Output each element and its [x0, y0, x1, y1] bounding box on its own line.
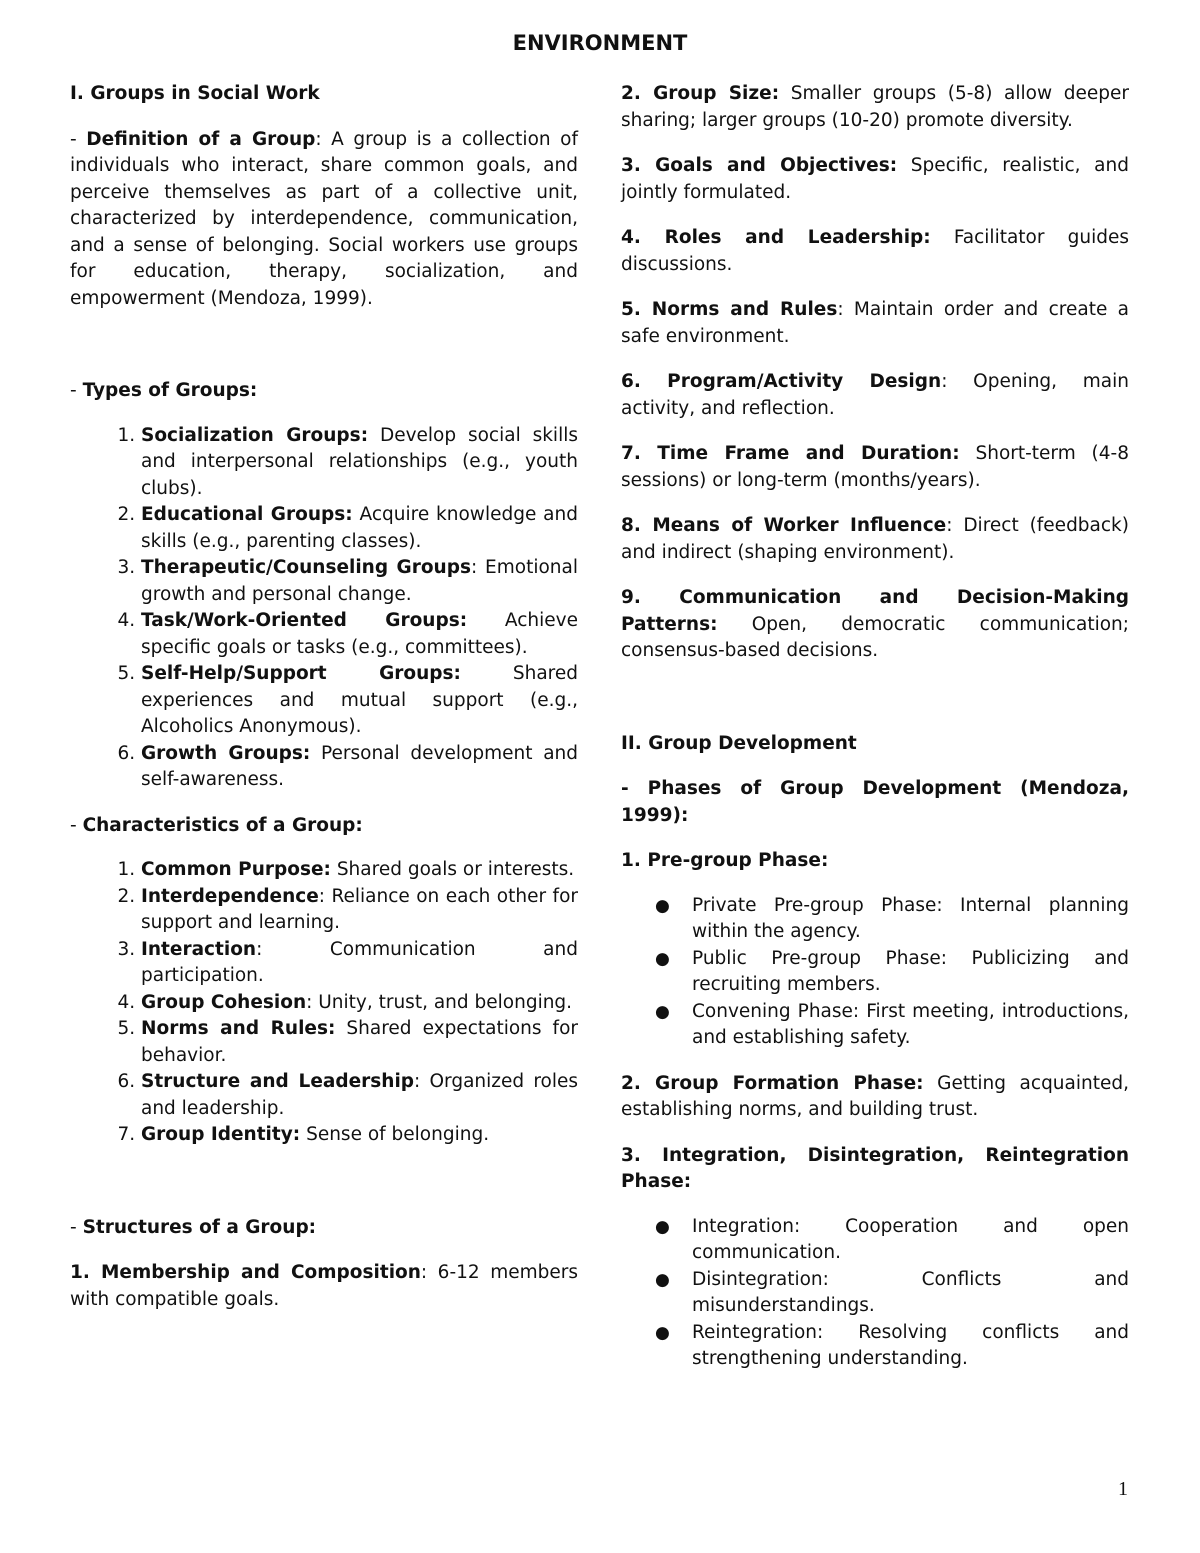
section2-heading: II. Group Development — [621, 732, 857, 754]
structure-item: 5. Norms and Rules: Maintain order and create a safe environment. — [621, 299, 1129, 347]
characteristics-list — [70, 857, 578, 1149]
list-item: 1. Socialization Groups: Develop social skills and interpersonal relationships (e.g., youth clubs). — [141, 423, 578, 503]
types-list — [70, 423, 578, 794]
structure-item: 3. Goals and Objectives: Specific, realistic, and jointly formulated. — [621, 155, 1129, 203]
structure-item: 6. Program/Activity Design: Opening, main activity, and reflection. — [621, 371, 1129, 419]
list-item: 3. Interaction: Communication and participation. — [141, 937, 578, 990]
structure-item: 9. Communication and Decision-Making Patterns: Open, democratic communication; consensus-based decisions. — [621, 587, 1129, 661]
list-item: 2. Interdependence: Reliance on each other for support and learning. — [141, 884, 578, 937]
document-title: ENVIRONMENT — [512, 31, 688, 55]
list-item: ● Reintegration: Resolving conflicts and strengthening understanding. — [692, 1320, 1129, 1373]
list-item: ● Private Pre-group Phase: Internal planning within the agency. — [692, 893, 1129, 946]
integration-heading: 3. Integration, Disintegration, Reintegration Phase: — [621, 1144, 1129, 1192]
list-item: 4. Group Cohesion: Unity, trust, and belonging. — [141, 990, 578, 1017]
list-item: 3. Therapeutic/Counseling Groups: Emotional growth and personal change. — [141, 555, 578, 608]
list-item: 5. Norms and Rules: Shared expectations for behavior. — [141, 1016, 578, 1069]
structures-heading: - Structures of a Group: — [70, 1216, 317, 1238]
list-item: 7. Group Identity: Sense of belonging. — [141, 1122, 578, 1149]
structure-item: 8. Means of Worker Influence: Direct (feedback) and indirect (shaping environment). — [621, 515, 1129, 563]
group-definition: - Definition of a Group: A group is a collection of individuals who interact, share common goals, and perceive themselves as part of a collective unit, characterized by interdependence, communication, and a sense of belonging. Social workers use groups for education, therapy, socialization, and empowerment (Mendoza, 1999). — [70, 128, 578, 309]
list-item: ● Disintegration: Conflicts and misunderstandings. — [692, 1267, 1129, 1320]
page-number: 1 — [1118, 1478, 1128, 1500]
list-item: 2. Educational Groups: Acquire knowledge and skills (e.g., parenting classes). — [141, 502, 578, 555]
list-item: 5. Self-Help/Support Groups: Shared experiences and mutual support (e.g., Alcoholics Anonymous). — [141, 661, 578, 741]
types-heading: - Types of Groups: — [70, 380, 258, 401]
right-column — [621, 81, 1129, 1373]
left-column — [70, 81, 578, 1313]
characteristics-heading: - Characteristics of a Group: — [70, 814, 363, 836]
spacer — [621, 665, 1129, 691]
structure-item: 1. Membership and Composition: 6-12 members with compatible goals. — [70, 1262, 578, 1310]
section1-heading: I. Groups in Social Work — [70, 83, 320, 104]
list-item: 1. Common Purpose: Shared goals or interests. — [141, 857, 578, 884]
pregroup-list — [621, 893, 1129, 1052]
pregroup-heading: 1. Pre-group Phase: — [621, 850, 829, 871]
list-item: ● Convening Phase: First meeting, introductions, and establishing safety. — [692, 999, 1129, 1052]
integration-list — [621, 1214, 1129, 1373]
list-item: 6. Structure and Leadership: Organized roles and leadership. — [141, 1069, 578, 1122]
list-item: 4. Task/Work-Oriented Groups: Achieve specific goals or tasks (e.g., committees). — [141, 608, 578, 661]
structure-item: 2. Group Size: Smaller groups (5-8) allow deeper sharing; larger groups (10-20) promote diversity. — [621, 83, 1129, 131]
structure-item: 4. Roles and Leadership: Facilitator guides discussions. — [621, 227, 1129, 275]
list-item: ● Integration: Cooperation and open communication. — [692, 1214, 1129, 1267]
list-item: ● Public Pre-group Phase: Publicizing and recruiting members. — [692, 946, 1129, 999]
structure-item: 7. Time Frame and Duration: Short-term (4-8 sessions) or long-term (months/years). — [621, 443, 1129, 491]
formation-phase: 2. Group Formation Phase: Getting acquainted, establishing norms, and building trust. — [621, 1072, 1129, 1120]
phases-heading: - Phases of Group Development (Mendoza, 1999): — [621, 778, 1129, 826]
list-item: 6. Growth Groups: Personal development and self-awareness. — [141, 741, 578, 794]
